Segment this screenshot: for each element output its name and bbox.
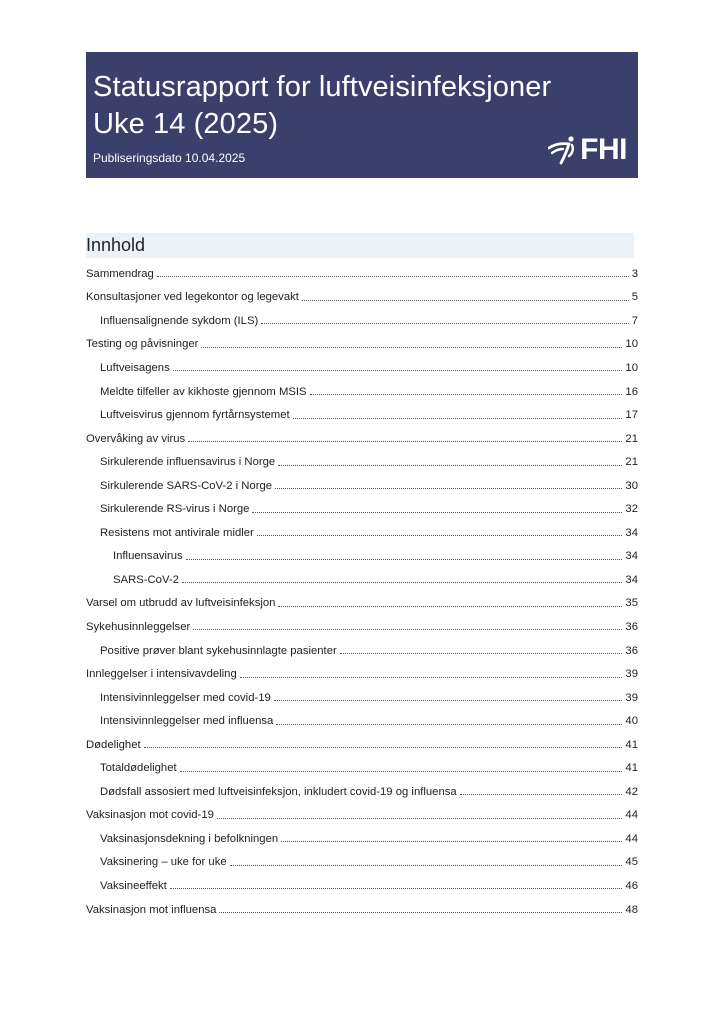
toc-entry-label: Vaksineeffekt	[100, 879, 167, 892]
report-banner	[86, 52, 638, 178]
toc-entry[interactable]	[86, 898, 638, 922]
toc-entry[interactable]	[86, 427, 638, 451]
toc-entry[interactable]	[86, 380, 638, 404]
fhi-figure-icon	[548, 135, 578, 165]
toc-entry-label: Intensivinnleggelser med covid-19	[100, 691, 271, 704]
report-title	[93, 69, 551, 143]
toc-entry-label: Totaldødelighet	[100, 762, 177, 775]
toc-entry[interactable]	[86, 286, 638, 310]
toc-dot-leader	[310, 394, 623, 395]
toc-dot-leader	[188, 441, 622, 442]
toc-entry-label: Resistens mot antivirale midler	[100, 526, 254, 539]
toc-dot-leader	[460, 794, 623, 795]
toc-entry-label: Luftveisagens	[100, 361, 170, 374]
toc-entry-page: 34	[625, 526, 638, 539]
toc-entry-page: 35	[625, 597, 638, 610]
report-title-line2: Uke 14 (2025)	[93, 108, 279, 140]
toc-entry-page: 10	[625, 338, 638, 351]
toc-dot-leader	[275, 488, 622, 489]
toc-dot-leader	[201, 347, 622, 348]
toc-entry[interactable]	[86, 521, 638, 545]
toc-entry[interactable]	[86, 568, 638, 592]
toc-entry-label: Vaksinasjonsdekning i befolkningen	[100, 832, 279, 845]
toc-entry[interactable]	[86, 827, 638, 851]
toc-entry-page: 44	[625, 809, 638, 822]
toc-entry-page: 17	[625, 409, 638, 422]
toc-dot-leader	[230, 865, 623, 866]
toc-entry-label: Dødelighet	[86, 738, 141, 751]
toc-entry[interactable]	[86, 851, 638, 875]
report-title-line1: Statusrapport for luftveisinfeksjoner	[93, 71, 552, 103]
toc-entry-page: 34	[625, 550, 638, 563]
toc-dot-leader	[257, 535, 623, 536]
toc-entry-label: Vaksinasjon mot covid-19	[86, 809, 214, 822]
toc-entry-label: Varsel om utbrudd av luftveisinfeksjon	[86, 597, 276, 610]
toc-entry-label: Positive prøver blant sykehusinnlagte pasienter	[100, 644, 337, 657]
toc-dot-leader	[144, 747, 623, 748]
toc-entry-label: SARS-CoV-2	[113, 573, 179, 586]
toc-entry-page: 45	[625, 856, 638, 869]
toc-entry[interactable]	[86, 497, 638, 521]
toc-dot-leader	[219, 912, 622, 913]
fhi-logo-text: FHI	[580, 133, 627, 166]
toc-entry-label: Meldte tilfeller av kikhoste gjennom MSIS	[100, 385, 307, 398]
toc-dot-leader	[276, 724, 622, 725]
toc-entry[interactable]	[86, 333, 638, 357]
toc-entry-page: 41	[625, 762, 638, 775]
toc-entry[interactable]	[86, 309, 638, 333]
toc-dot-leader	[340, 653, 623, 654]
toc-entry[interactable]	[86, 662, 638, 686]
toc-entry-page: 44	[625, 832, 638, 845]
toc-entry-label: Vaksinering – uke for uke	[100, 856, 227, 869]
toc-dot-leader	[302, 300, 629, 301]
toc-entry-page: 46	[625, 879, 638, 892]
toc-entry-page: 34	[625, 573, 638, 586]
toc-entry-page: 21	[625, 456, 638, 469]
toc-dot-leader	[252, 512, 622, 513]
toc-entry-page: 42	[625, 785, 638, 798]
toc-entry-label: Sykehusinnleggelser	[86, 620, 191, 633]
toc-entry-label: Luftveisvirus gjennom fyrtårnsystemet	[100, 409, 290, 422]
toc-dot-leader	[186, 559, 623, 560]
toc-dot-leader	[278, 465, 622, 466]
toc-entry-label: Influensalignende sykdom (ILS)	[100, 314, 259, 327]
toc-entry[interactable]	[86, 403, 638, 427]
toc-entry-page: 32	[625, 503, 638, 516]
toc-dot-leader	[274, 700, 623, 701]
toc-dot-leader	[173, 370, 623, 371]
toc-entry-label: Sammendrag	[86, 267, 154, 280]
toc-entry-label: Sirkulerende influensavirus i Norge	[100, 456, 276, 469]
toc-entry[interactable]	[86, 639, 638, 663]
toc-entry-page: 3	[631, 267, 638, 280]
toc-entry-page: 39	[625, 691, 638, 704]
toc-dot-leader	[261, 323, 628, 324]
toc-entry[interactable]	[86, 615, 638, 639]
toc-dot-leader	[281, 841, 622, 842]
toc-dot-leader	[193, 629, 622, 630]
toc-entry-page: 16	[625, 385, 638, 398]
toc-entry-label: Vaksinasjon mot influensa	[86, 903, 217, 916]
toc-entry-label: Influensavirus	[113, 550, 183, 563]
toc-entry-label: Intensivinnleggelser med influensa	[100, 715, 274, 728]
toc-entry-label: Konsultasjoner ved legekontor og legevakt	[86, 291, 299, 304]
toc-entry-label: Testing og påvisninger	[86, 338, 199, 351]
toc-entry[interactable]	[86, 756, 638, 780]
toc-entry-page: 7	[631, 314, 638, 327]
toc-dot-leader	[170, 888, 623, 889]
toc-entry-page: 39	[625, 668, 638, 681]
toc-entry-label: Dødsfall assosiert med luftveisinfeksjon, inkludert covid-19 og influensa	[100, 785, 457, 798]
toc-entry-page: 36	[625, 644, 638, 657]
toc-entry[interactable]	[86, 874, 638, 898]
toc-entry-label: Sirkulerende RS-virus i Norge	[100, 503, 250, 516]
toc-entry-page: 40	[625, 715, 638, 728]
toc-entry-page: 21	[625, 432, 638, 445]
publication-date: Publiseringsdato 10.04.2025	[93, 151, 246, 165]
toc-entry[interactable]	[86, 545, 638, 569]
toc-entry[interactable]	[86, 733, 638, 757]
toc-entry-page: 5	[631, 291, 638, 304]
toc-dot-leader	[182, 582, 622, 583]
toc-entry[interactable]	[86, 592, 638, 616]
toc-entry[interactable]	[86, 450, 638, 474]
toc-entry-page: 48	[625, 903, 638, 916]
fhi-logo	[548, 135, 627, 165]
toc-entry[interactable]	[86, 804, 638, 828]
toc-entry-page: 30	[625, 479, 638, 492]
toc-dot-leader	[217, 818, 623, 819]
toc-entry-label: Sirkulerende SARS-CoV-2 i Norge	[100, 479, 273, 492]
toc-entry-label: Overvåking av virus	[86, 432, 186, 445]
toc-entry[interactable]	[86, 709, 638, 733]
toc-heading-text: Innhold	[86, 235, 146, 255]
toc-entry-page: 10	[625, 361, 638, 374]
toc-entry[interactable]	[86, 356, 638, 380]
toc-heading	[86, 233, 634, 258]
toc-entry-page: 41	[625, 738, 638, 751]
toc-dot-leader	[157, 276, 629, 277]
toc-dot-leader	[240, 677, 623, 678]
toc-entry[interactable]	[86, 262, 638, 286]
toc-dot-leader	[180, 771, 623, 772]
toc-dot-leader	[278, 606, 622, 607]
toc-entry-page: 36	[625, 620, 638, 633]
toc-dot-leader	[293, 418, 623, 419]
toc-entry[interactable]	[86, 686, 638, 710]
toc-entry-label: Innleggelser i intensivavdeling	[86, 668, 237, 681]
toc-entry[interactable]	[86, 780, 638, 804]
table-of-contents	[86, 262, 638, 921]
toc-entry[interactable]	[86, 474, 638, 498]
